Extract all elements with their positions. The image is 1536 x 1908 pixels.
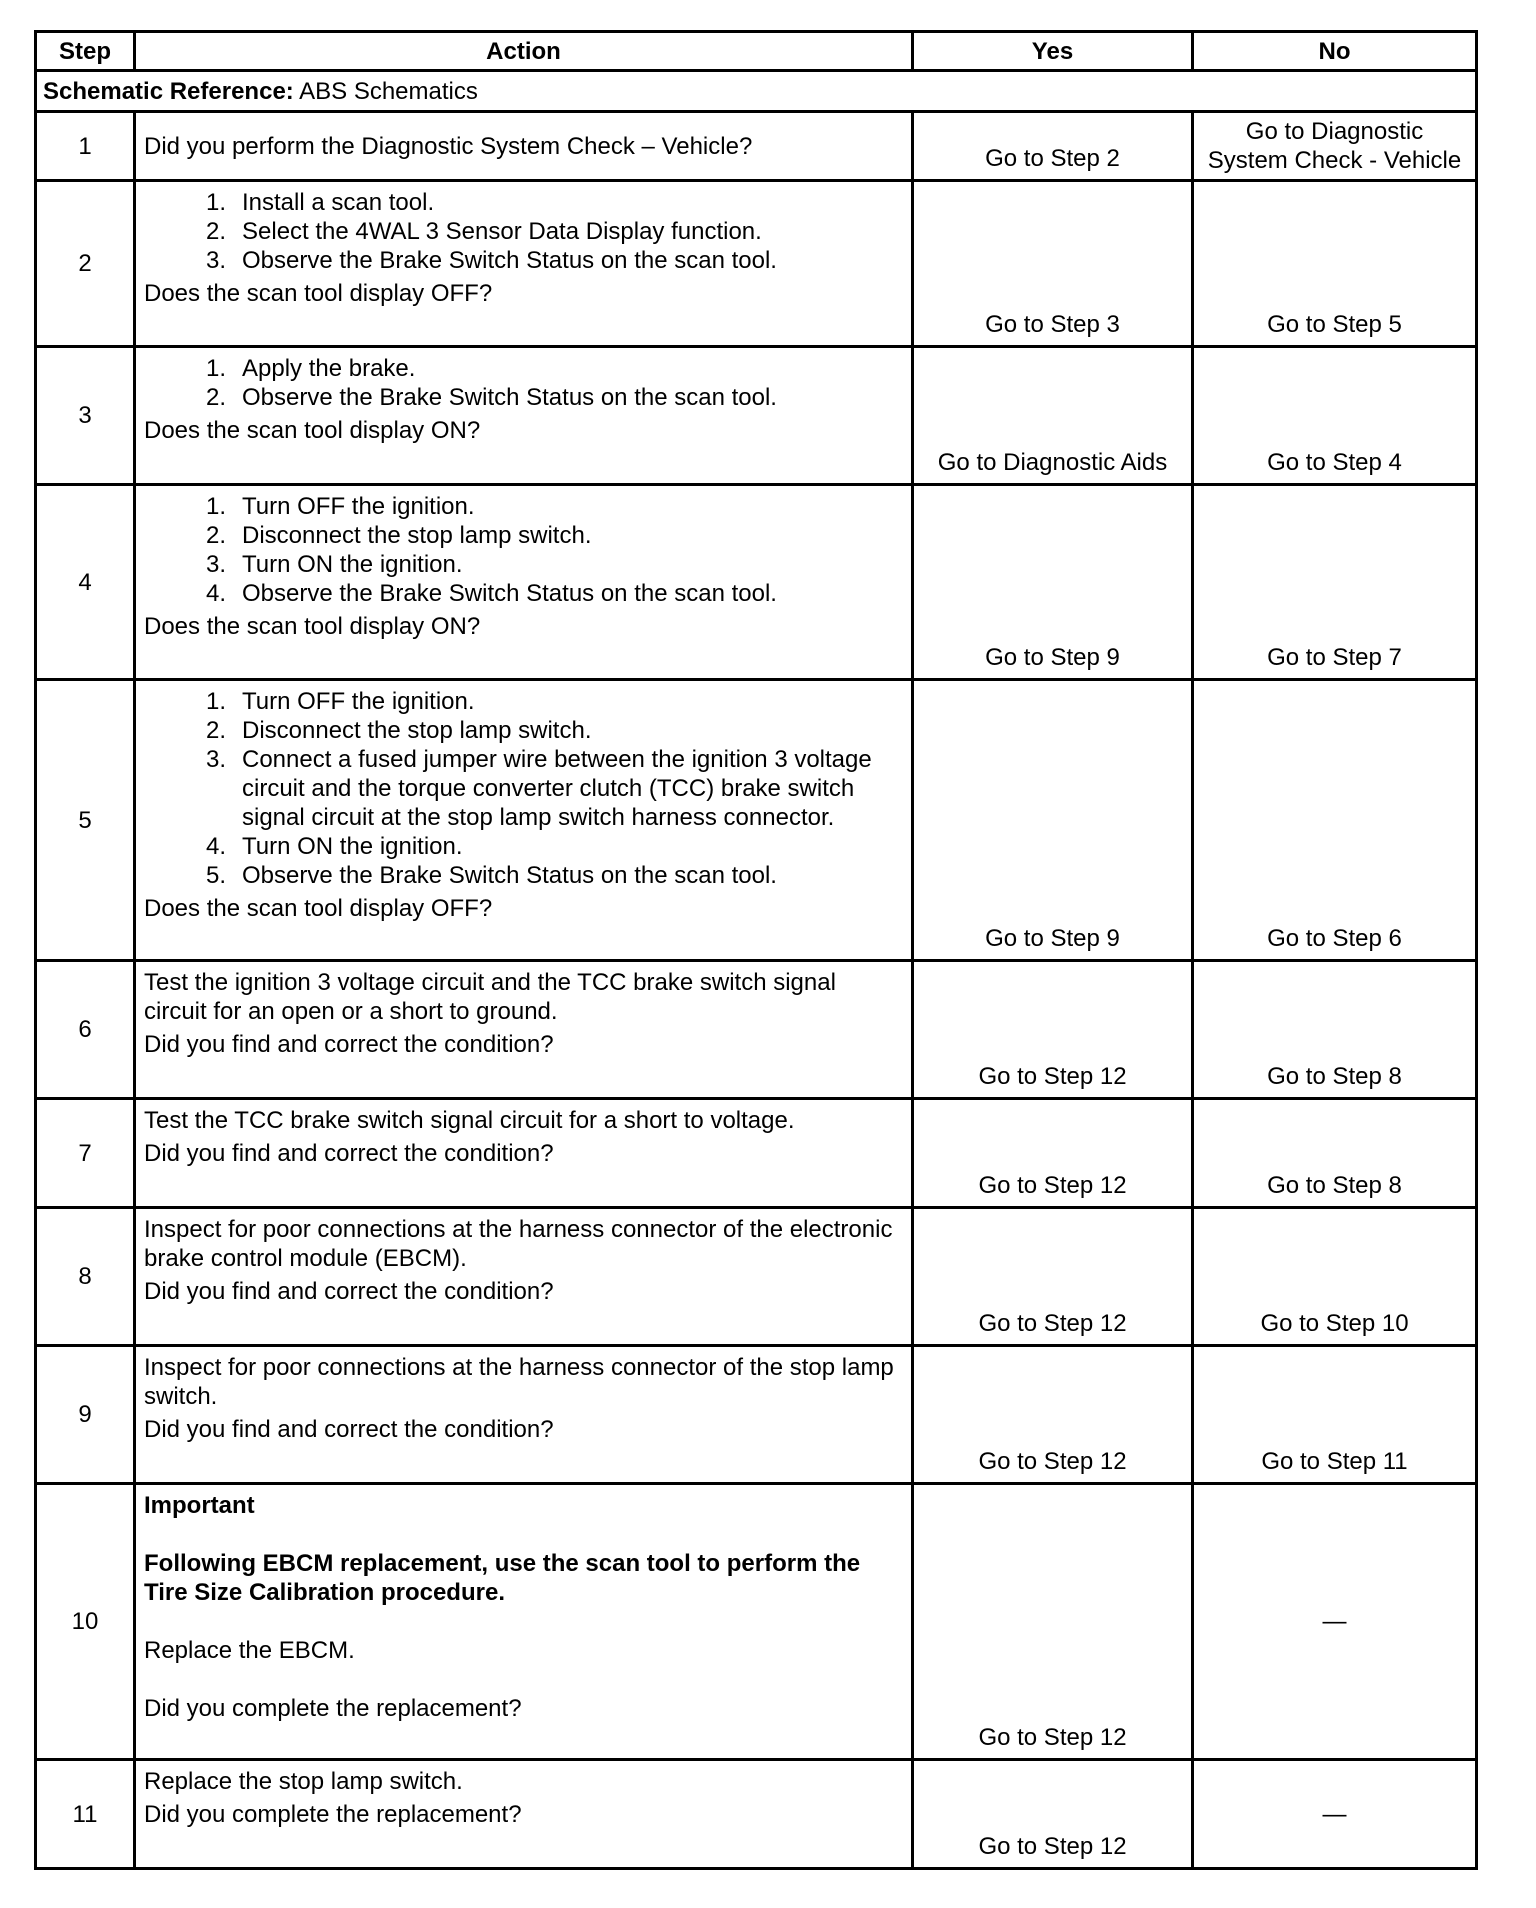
action-steps	[144, 188, 903, 275]
yes-cell: Go to Step 12	[913, 1484, 1193, 1760]
action-question: Does the scan tool display OFF?	[144, 895, 493, 922]
action-text: Inspect for poor connections at the harness connector of the stop lamp switch.	[144, 1354, 894, 1410]
step-number: 8	[36, 1208, 135, 1346]
header-yes: Yes	[913, 32, 1193, 71]
header-step: Step	[36, 32, 135, 71]
action-question: Did you find and correct the condition?	[144, 1140, 554, 1167]
no-cell: Go to Step 8	[1193, 961, 1477, 1099]
yes-cell: Go to Step 3	[913, 181, 1193, 347]
action-question: Did you find and correct the condition?	[144, 1416, 554, 1443]
no-cell: —	[1193, 1484, 1477, 1760]
action-step: 3. Turn ON the ignition.	[205, 551, 463, 578]
action-text: Test the TCC brake switch signal circuit for a short to voltage.	[144, 1107, 795, 1134]
action-steps	[144, 687, 903, 890]
action-step: 2. Observe the Brake Switch Status on the scan tool.	[205, 384, 777, 411]
yes-cell: Go to Step 12	[913, 961, 1193, 1099]
no-cell: Go to Step 11	[1193, 1346, 1477, 1484]
action-cell	[135, 961, 913, 1099]
action-cell	[135, 680, 913, 961]
action-step: 1. Turn OFF the ignition.	[205, 688, 475, 715]
step-number: 5	[36, 680, 135, 961]
step-number: 6	[36, 961, 135, 1099]
no-line-1: Go to Diagnostic	[1245, 118, 1424, 145]
table-row	[36, 961, 1477, 1099]
action-question: Did you find and correct the condition?	[144, 1031, 554, 1058]
table-row	[36, 680, 1477, 961]
no-cell: —	[1193, 1760, 1477, 1869]
step-number: 7	[36, 1099, 135, 1208]
step-number: 9	[36, 1346, 135, 1484]
header-action: Action	[135, 32, 913, 71]
action-cell	[135, 1208, 913, 1346]
action-step: 3. Observe the Brake Switch Status on the scan tool.	[205, 247, 777, 274]
action-text: Replace the EBCM.	[144, 1637, 355, 1664]
important-heading: Important	[144, 1492, 255, 1519]
action-step: 4. Observe the Brake Switch Status on the scan tool.	[205, 580, 777, 607]
yes-cell: Go to Step 9	[913, 485, 1193, 680]
action-cell	[135, 1484, 913, 1760]
table-row	[36, 1099, 1477, 1208]
schematic-reference-row	[36, 71, 1477, 112]
action-question: Did you complete the replacement?	[144, 1801, 522, 1828]
action-step: 4. Turn ON the ignition.	[205, 833, 463, 860]
action-question: Does the scan tool display ON?	[144, 613, 481, 640]
yes-cell: Go to Step 12	[913, 1099, 1193, 1208]
action-steps	[144, 492, 903, 608]
action-text: Did you perform the Diagnostic System Check – Vehicle?	[144, 132, 753, 160]
no-cell: Go to Step 10	[1193, 1208, 1477, 1346]
table-row	[36, 1760, 1477, 1869]
action-cell	[135, 1099, 913, 1208]
no-line-2: System Check - Vehicle	[1207, 147, 1462, 174]
yes-cell: Go to Diagnostic Aids	[913, 347, 1193, 485]
action-cell	[135, 181, 913, 347]
header-no: No	[1193, 32, 1477, 71]
reference-value: ABS Schematics	[299, 77, 478, 105]
step-number: 3	[36, 347, 135, 485]
diagnostic-table	[34, 30, 1478, 1870]
no-cell: Go to Step 5	[1193, 181, 1477, 347]
yes-cell: Go to Step 12	[913, 1346, 1193, 1484]
table-row	[36, 112, 1477, 181]
action-cell	[135, 347, 913, 485]
reference-label: Schematic Reference:	[43, 77, 294, 105]
action-text: Inspect for poor connections at the harness connector of the electronic brake control module (EBCM).	[144, 1216, 893, 1272]
action-cell	[135, 112, 913, 181]
step-number: 10	[36, 1484, 135, 1760]
step-number: 4	[36, 485, 135, 680]
action-step: 5. Observe the Brake Switch Status on the scan tool.	[205, 862, 777, 889]
action-cell	[135, 1760, 913, 1869]
no-cell: Go to Step 7	[1193, 485, 1477, 680]
action-text: Test the ignition 3 voltage circuit and the TCC brake switch signal circuit for an open or a short to ground.	[144, 969, 836, 1025]
action-question: Did you find and correct the condition?	[144, 1278, 554, 1305]
step-number: 11	[36, 1760, 135, 1869]
action-question: Does the scan tool display OFF?	[144, 280, 493, 307]
action-step: 2. Select the 4WAL 3 Sensor Data Display function.	[205, 218, 762, 245]
action-cell	[135, 1346, 913, 1484]
no-cell: Go to Step 8	[1193, 1099, 1477, 1208]
action-text: Replace the stop lamp switch.	[144, 1768, 463, 1795]
yes-cell: Go to Step 2	[913, 112, 1193, 181]
action-step: 1. Apply the brake.	[205, 355, 416, 382]
table-row	[36, 1346, 1477, 1484]
no-cell	[1193, 112, 1477, 181]
table-row	[36, 347, 1477, 485]
no-cell: Go to Step 4	[1193, 347, 1477, 485]
schematic-reference	[36, 71, 1477, 112]
yes-cell: Go to Step 12	[913, 1760, 1193, 1869]
table-row	[36, 1208, 1477, 1346]
action-step: 3. Connect a fused jumper wire between the ignition 3 voltage circuit and the torque converter clutch (TCC) brake switch signal circuit at the stop lamp switch harness connector.	[205, 746, 872, 831]
yes-cell: Go to Step 9	[913, 680, 1193, 961]
action-step: 2. Disconnect the stop lamp switch.	[205, 522, 592, 549]
table-row	[36, 485, 1477, 680]
no-cell: Go to Step 6	[1193, 680, 1477, 961]
table-row	[36, 1484, 1477, 1760]
action-step: 1. Install a scan tool.	[205, 189, 435, 216]
action-steps	[144, 354, 903, 412]
header-row	[36, 32, 1477, 71]
important-note: Following EBCM replacement, use the scan tool to perform the Tire Size Calibration procedure.	[144, 1550, 861, 1606]
table-row	[36, 181, 1477, 347]
step-number: 1	[36, 112, 135, 181]
yes-cell: Go to Step 12	[913, 1208, 1193, 1346]
action-question: Does the scan tool display ON?	[144, 417, 481, 444]
action-cell	[135, 485, 913, 680]
step-number: 2	[36, 181, 135, 347]
action-step: 1. Turn OFF the ignition.	[205, 493, 475, 520]
action-question: Did you complete the replacement?	[144, 1695, 522, 1722]
action-step: 2. Disconnect the stop lamp switch.	[205, 717, 592, 744]
